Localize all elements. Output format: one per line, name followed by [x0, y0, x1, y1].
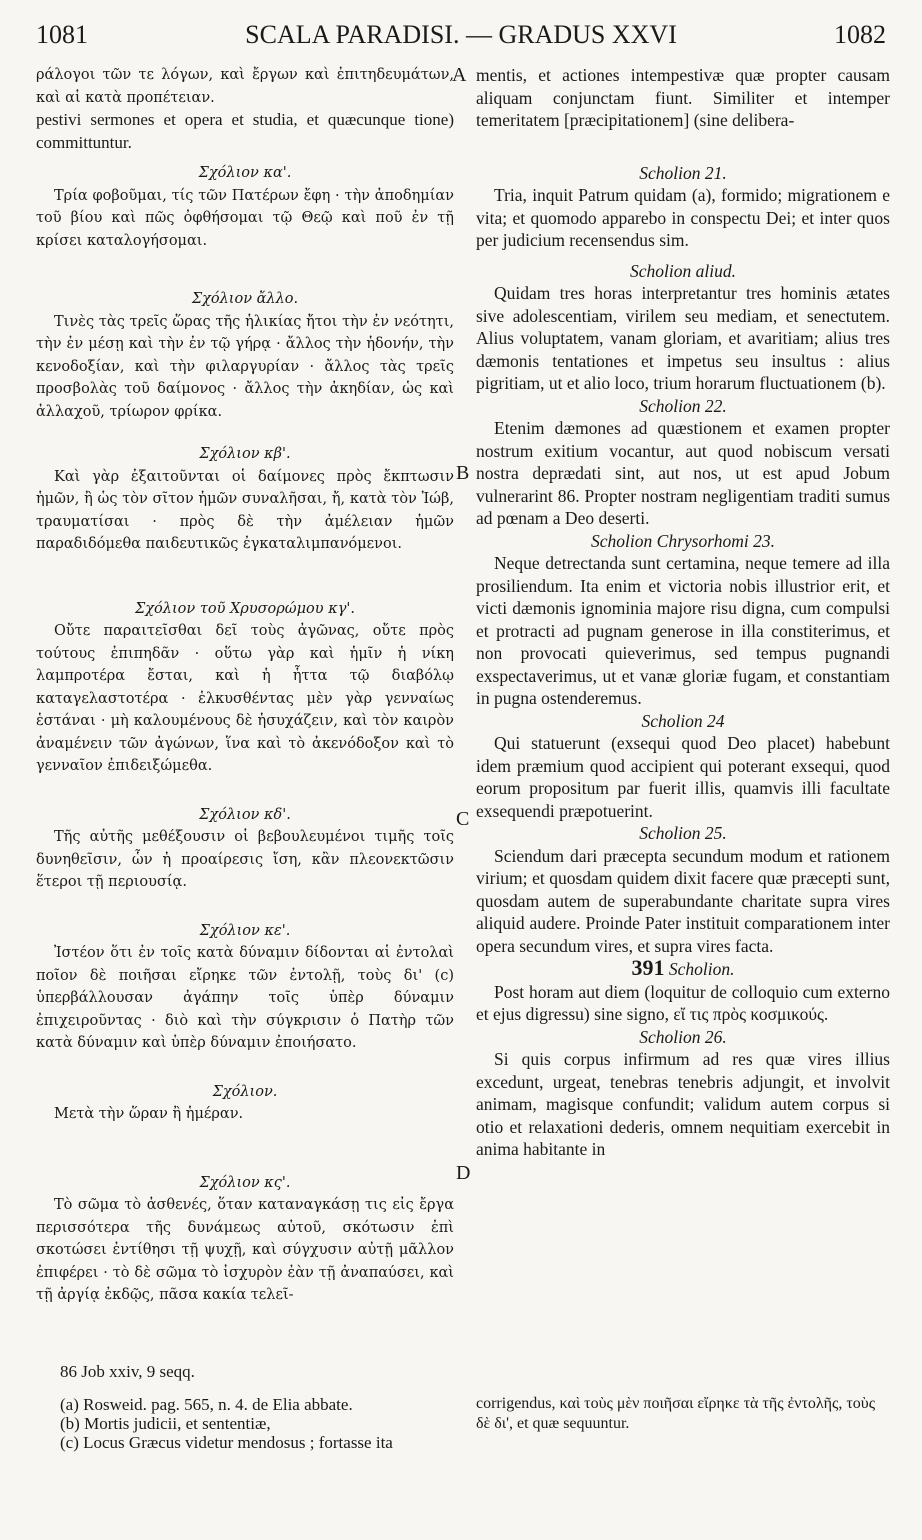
- latin-scholion-21-heading: Scholion 21.: [639, 162, 727, 183]
- latin-scholion: Post horam aut diem (loquitur de colloquio cum externo et ejus digressu) sine signo, εἴ τις πρὸς κοσμικούς.: [476, 981, 890, 1024]
- footnotes: [60, 1362, 460, 1452]
- running-title: SCALA PARADISI. — GRADUS XXVI: [245, 20, 677, 49]
- column-number-391: 391: [631, 955, 665, 980]
- latin-scholion-alt-heading: Scholion aliud.: [630, 260, 736, 281]
- greek-scholion-22: Καὶ γὰρ ἐξαιτοῦνται οἱ δαίμονες πρὸς ἔκπτωσιν ἡμῶν, ἢ ὡς τὸν σῖτον ἡμῶν συναλῆσαι, ἤ, κατὰ τὸν Ἰώβ, τραυματίσαι · πρὸς δὲ τὴν ἀμέλειαν ἡμῶν παραδιδόμεθα παιδευτικῶς ἐγκαταλιμπανόμενοι.: [36, 468, 454, 552]
- greek-scholion-24-heading: Σχόλιον κδ'.: [199, 806, 291, 823]
- greek-scholion-alt-heading: Σχόλιον ἄλλο.: [191, 291, 299, 307]
- greek-scholion-25-heading: Σχόλιον κε'.: [199, 922, 291, 939]
- greek-scholion-26-heading: Σχόλιον κς'.: [199, 1174, 291, 1191]
- latin-intro: mentis, et actiones intempestivæ quæ propter causam aliquam conjunctam fiunt. Similiter et intemper temeritatem [præcipitationem] (sine delibera-: [476, 65, 890, 130]
- greek-scholion-23: Οὔτε παραιτεῖσθαι δεῖ τοὺς ἀγῶνας, οὔτε πρὸς τούτους ἐπιπηδᾶν · οὕτω γὰρ καὶ ἡμῖν ἡ νίκη λαμπροτέρα ἔσται, καὶ ἡ ἧττα τῷ διαβόλῳ καταγελαστοτέρα · ἑλκυσθέντας μὲν γὰρ γενναίως ἑστάναι · μὴ καλουμένους δὲ ἡσυχάζειν, καὶ τὸν καιρὸν ἀναμένειν τῶν ἀγώνων, ἵνα καὶ τὸ ἀκενόδοξον καὶ τὸ γενναῖον ἐπιδειξώμεθα.: [36, 623, 454, 774]
- greek-column: [36, 64, 454, 1307]
- latin-scholion-25-heading: Scholion 25.: [639, 823, 727, 843]
- latin-scholion-23: Neque detrectanda sunt certamina, neque temere ad illa prosiliendum. Ita enim et victoria nobis illustrior erit, et victi dæmonis ignominia majore risu digna, cum compulsi et protracti ad pugnam generose in illa constiterimus, et non provocati quieverimus, sed tempus pugnandi exspectaverimus, ut et vanæ gloriæ fugam, et constantiam in pugna ostenderemus.: [476, 553, 890, 708]
- greek-scholion-23-heading: Σχόλιον τοῦ Χρυσορώμου κγ'.: [135, 600, 355, 617]
- footnote-86: 86 Job xxiv, 9 seqq.: [60, 1362, 195, 1381]
- greek-scholion-21: Τρία φοβοῦμαι, τίς τῶν Πατέρων ἔφη · τὴν ἀποδημίαν τοῦ βίου καὶ πῶς ὀφθήσομαι τῷ Θεῷ καὶ ποῦ ἐν τῇ κρίσει καταλογήσομαι.: [36, 187, 454, 249]
- latin-scholion-heading: Scholion.: [668, 959, 735, 979]
- footnote-c: (c) Locus Græcus videtur mendosus ; fortasse ita: [60, 1433, 393, 1452]
- latin-scholion-alt: Quidam tres horas interpretantur tres hominis ætates sive adolescentiam, virilem seu mediam, et senectutem. Alius voluptatem, vanam gloriam, et avaritiam; alius tres dæmonis tentationes et impetus seu insultus : alius pigritiam, ut et alio loco, trium horarum fluctuationem (b).: [476, 283, 890, 393]
- greek-scholion-heading: Σχόλιον.: [212, 1083, 278, 1100]
- margin-letter-a: A: [452, 64, 467, 86]
- greek-scholion-22-heading: Σχόλιον κβ'.: [199, 446, 291, 462]
- latin-scholion-21: Tria, inquit Patrum quidam (a), formido; migrationem e vita; et quomodo apparebo in conspectu Dei; et inter quos per judicium recensendus sim.: [476, 185, 890, 250]
- latin-scholion-26: Si quis corpus infirmum ad res quæ vires illius excedunt, urgeat, tenebras tenebris adjungit, et involvit animam, magisque confundit; validum autem corpus si otio et relaxationi dederis, omnem nequitiam exercebit in anima habitante in: [476, 1049, 890, 1159]
- page-number-left: 1081: [36, 20, 88, 49]
- footnote-c-continued: corrigendus, καὶ τοὺς μὲν ποιῆσαι εἴρηκε τὰ τῆς ἐντολῆς, τοὺς δὲ δι', et quæ sequuntur.: [476, 1395, 876, 1432]
- greek-scholion-24: Τῆς αὐτῆς μεθέξουσιν οἱ βεβουλευμένοι τιμῆς τοῖς δυνηθεῖσιν, ὧν ἡ προαίρεσις ἴση, κἂν πλεονεκτῶσιν ἕτεροι τῇ περιουσίᾳ.: [36, 829, 454, 890]
- greek-intro: ράλογοι τῶν τε λόγων, καὶ ἔργων καὶ ἐπιτηδευμάτων, καὶ αἱ κατὰ προπέτειαν.: [36, 67, 454, 106]
- greek-scholion: Μετὰ τὴν ὥραν ἢ ἡμέραν.: [54, 1106, 244, 1122]
- latin-scholion-22: Etenim dæmones ad quæstionem et examen propter nostrum exitium vocantur, aut quod nobiscum versati nostra deprædati sint, aut nos, ut est apud Jobum vulnerarint 86. Propter nostram negligentiam traditi sumus ad pœnam a Deo deserti.: [476, 418, 890, 528]
- greek-scholion-25: Ἰστέον ὅτι ἐν τοῖς κατὰ δύναμιν δίδονται αἱ ἐντολαὶ ποῖον δὲ ποιῆσαι εἴρηκε τῶν ἐντολῇ, τοὺς δι' (c) ὑπερβάλλουσαν ἀγάπην τοῖς ὑπὲρ δύναμιν ἐπιχειροῦντας · διὸ καὶ τὴν σύγκρισιν ὁ Πατὴρ τῶν κατὰ δύναμιν καὶ ὑπὲρ δύναμιν ἐποιήσατο.: [36, 945, 454, 1051]
- latin-scholion-24: Qui statuerunt (exsequi quod Deo placet) habebunt idem præmium quod accipient qui poterant exsequi, quod eorum propositum par fuerit illis, quamvis illi facultate exsequendi præpotuerint.: [476, 733, 890, 821]
- latin-column: [476, 64, 890, 1161]
- latin-intro-continuation: pestivi sermones et opera et studia, et quæcunque tione) committuntur.: [36, 110, 454, 152]
- margin-letter-d: D: [456, 1162, 471, 1184]
- footnote-b: (b) Mortis judicii, et sententiæ,: [60, 1414, 271, 1433]
- page-header: [36, 20, 886, 60]
- latin-scholion-22-heading: Scholion 22.: [639, 395, 727, 416]
- latin-scholion-25: Sciendum dari præcepta secundum modum et rationem virium; et quosdam quidem dixit facere quæ præcepti sunt, quosdam autem de superabundante charitate supra vires aliquid audere. Proinde Pater instituit comparationem inter opera secundum vires, et supra vires facta.: [476, 845, 890, 956]
- latin-scholion-24-heading: Scholion 24: [641, 710, 725, 731]
- footnote-a: (a) Rosweid. pag. 565, n. 4. de Elia abbate.: [60, 1395, 353, 1414]
- latin-scholion-26-heading: Scholion 26.: [639, 1026, 727, 1047]
- greek-scholion-26: Τὸ σῶμα τὸ ἀσθενές, ὅταν καταναγκάσῃ τις εἰς ἔργα περισσότερα τῆς δυνάμεως αὐτοῦ, σκότωσιν ἐπὶ σκοτώσει ἐντίθησι τῇ ψυχῇ, καὶ σύγχυσιν αὐτῇ μᾶλλον ἐπιφέρει · τὸ δὲ σῶμα τὸ ἰσχυρὸν ἐὰν τῇ ἀναπαύσει, καὶ τῇ ἀργίᾳ ἐκδῷς, πᾶσα κακία τελεῖ-: [36, 1197, 454, 1303]
- latin-scholion-23-heading: Scholion Chrysorhomi 23.: [591, 530, 775, 551]
- footnote-c-continuation: [476, 1394, 890, 1434]
- greek-scholion-alt: Τινὲς τὰς τρεῖς ὥρας τῆς ἡλικίας ἤτοι τὴν ἐν νεότητι, τὴν ἐν μέσῃ καὶ τὴν ἐν τῷ γήρᾳ · ἄλλος τὴν ἡδονήν, τὴν κενοδοξίαν, καὶ τὴν φιλαργυρίαν · ἄλλος τὰς τρεῖς προσβολὰς τοῦ δαίμονος · ἄλλος τὴν ἀκηδίαν, ὡς καὶ ἀλλαχοῦ, τρίωρον φρίκα.: [36, 313, 454, 420]
- page-number-right: 1082: [834, 20, 886, 49]
- margin-letter-b: B: [456, 462, 470, 484]
- margin-letter-c: C: [456, 808, 470, 830]
- latin-scholion-heading-row: [476, 957, 890, 981]
- greek-scholion-21-heading: Σχόλιον κα'.: [198, 165, 292, 181]
